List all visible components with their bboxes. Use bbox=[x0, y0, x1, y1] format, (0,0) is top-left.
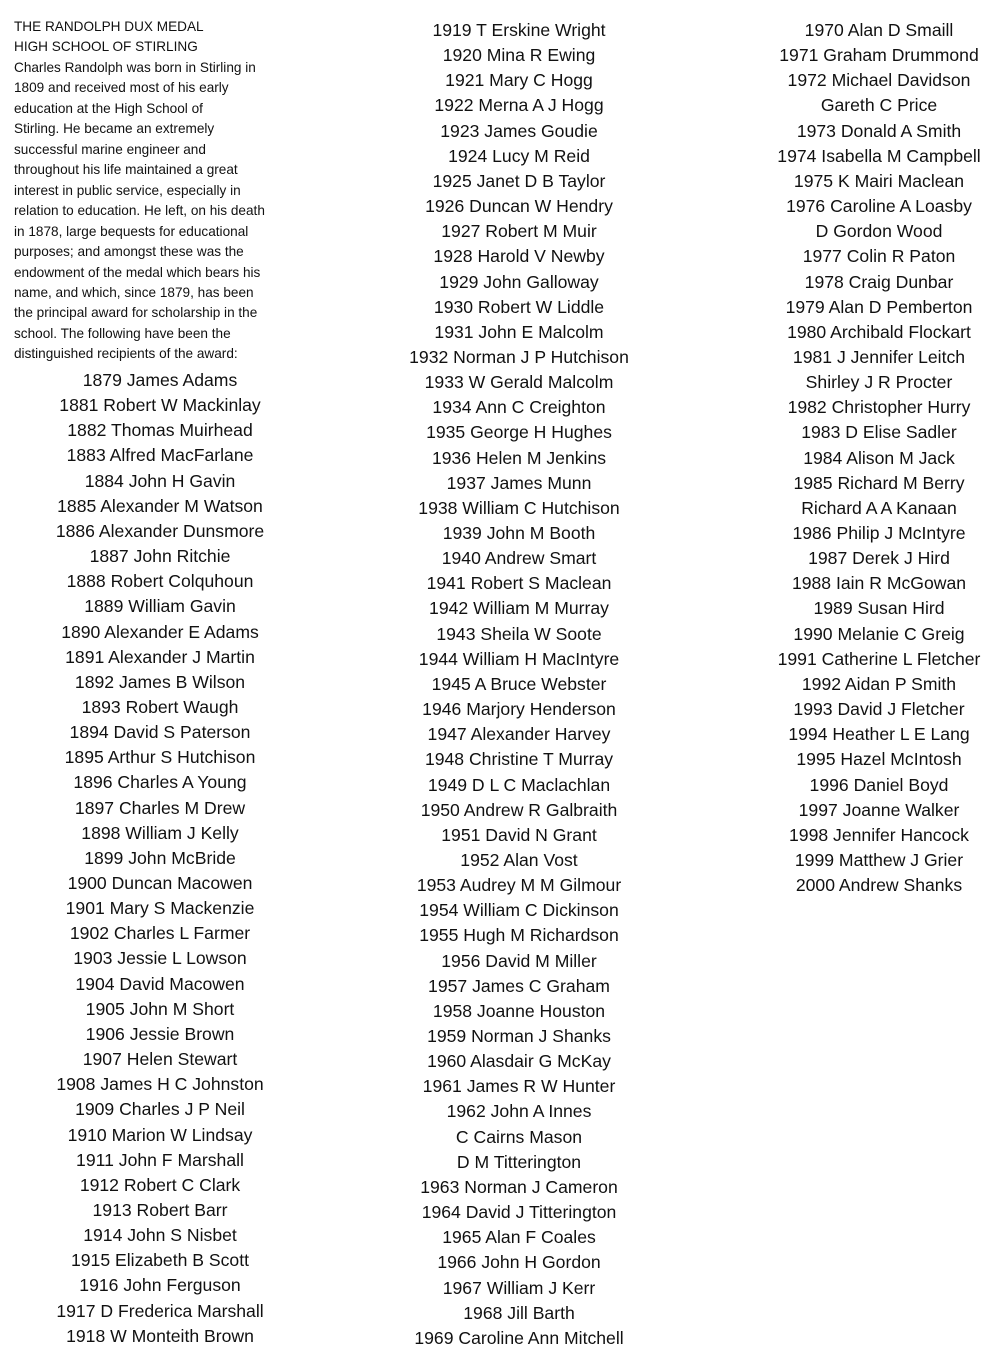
recipient-entry: 1881 Robert W Mackinlay bbox=[59, 395, 261, 416]
recipient-entry: 1891 Alexander J Martin bbox=[65, 646, 255, 667]
recipient-entry: 1940 Andrew Smart bbox=[441, 548, 597, 569]
recipient-entry: 1984 Alison M Jack bbox=[803, 447, 955, 468]
recipient-entry: Shirley J R Procter bbox=[805, 372, 953, 393]
intro-line: Stirling. He became an extremely bbox=[14, 121, 215, 137]
recipient-entry: 1905 John M Short bbox=[85, 998, 235, 1019]
recipient-entry: 1921 Mary C Hogg bbox=[445, 70, 593, 91]
recipient-entry: 1931 John E Malcolm bbox=[434, 321, 604, 342]
recipient-entry: 1901 Mary S Mackenzie bbox=[65, 898, 255, 919]
recipient-entry: 1995 Hazel McIntosh bbox=[796, 749, 962, 770]
recipient-entry: 1954 William C Dickinson bbox=[419, 900, 619, 921]
recipient-entry: 1923 James Goudie bbox=[440, 120, 598, 141]
intro-line: distinguished recipients of the award: bbox=[14, 346, 238, 362]
recipient-entry: 1987 Derek J Hird bbox=[808, 548, 950, 569]
recipient-entry: 1915 Elizabeth B Scott bbox=[70, 1250, 249, 1271]
recipient-entry: 1977 Colin R Paton bbox=[802, 246, 956, 267]
recipient-entry: D M Titterington bbox=[456, 1151, 582, 1172]
recipient-entry: 1908 James H C Johnston bbox=[56, 1074, 264, 1095]
recipient-entry: 1967 William J Kerr bbox=[442, 1277, 596, 1298]
recipient-entry: 1996 Daniel Boyd bbox=[809, 774, 949, 795]
recipient-entry: 1938 William C Hutchison bbox=[418, 497, 620, 518]
recipient-entry: 1953 Audrey M M Gilmour bbox=[416, 875, 622, 896]
recipient-entry: 1985 Richard M Berry bbox=[793, 472, 965, 493]
recipient-entry: 1963 Norman J Cameron bbox=[420, 1176, 618, 1197]
recipient-entry: 1924 Lucy M Reid bbox=[448, 145, 590, 166]
recipient-entry: 1955 Hugh M Richardson bbox=[419, 925, 619, 946]
recipient-entry: 1992 Aidan P Smith bbox=[801, 673, 957, 694]
recipient-entry: 1884 John H Gavin bbox=[84, 470, 236, 491]
recipient-entry: Gareth C Price bbox=[820, 95, 938, 116]
recipient-entry: 1966 John H Gordon bbox=[437, 1252, 601, 1273]
recipient-entry: 1941 Robert S Maclean bbox=[426, 573, 612, 594]
intro-line: in 1878, large bequests for educational bbox=[14, 223, 249, 239]
recipient-entry: 1959 Norman J Shanks bbox=[427, 1026, 611, 1046]
recipient-entry: 1897 Charles M Drew bbox=[74, 797, 246, 818]
recipient-entry: 1969 Caroline Ann Mitchell bbox=[414, 1327, 624, 1348]
intro-line: interest in public service, especially in bbox=[14, 182, 241, 198]
recipient-entry: 1980 Archibald Flockart bbox=[787, 321, 971, 342]
recipient-entry: 1926 Duncan W Hendry bbox=[425, 196, 613, 217]
recipient-entry: Richard A A Kanaan bbox=[801, 497, 957, 518]
recipient-entry: C Cairns Mason bbox=[455, 1126, 583, 1147]
recipient-entry: 1998 Jennifer Hancock bbox=[789, 824, 969, 845]
recipient-entry: 1997 Joanne Walker bbox=[798, 799, 960, 820]
recipient-entry: 1960 Alasdair G McKay bbox=[427, 1051, 611, 1072]
recipient-entry: 1919 T Erskine Wright bbox=[432, 20, 606, 40]
intro-paragraph bbox=[14, 58, 314, 365]
recipient-entry: 1925 Janet D B Taylor bbox=[432, 170, 606, 191]
recipient-entry: 1943 Sheila W Soote bbox=[436, 623, 602, 644]
recipient-entry: 1965 Alan F Coales bbox=[442, 1227, 596, 1248]
recipient-entry: 1928 Harold V Newby bbox=[433, 246, 605, 267]
recipient-entry: 1900 Duncan Macowen bbox=[67, 873, 253, 893]
recipient-entry: 1898 William J Kelly bbox=[81, 822, 239, 843]
intro-line: the principal award for scholarship in the bbox=[14, 305, 258, 321]
recipient-entry: 1950 Andrew R Galbraith bbox=[420, 799, 618, 820]
recipient-entry: 1914 John S Nisbet bbox=[83, 1225, 237, 1246]
recipient-entry: 1971 Graham Drummond bbox=[779, 45, 979, 66]
intro-line: name, and which, since 1879, has been bbox=[14, 284, 254, 300]
recipient-entry: 1933 W Gerald Malcolm bbox=[424, 372, 614, 393]
recipient-entry: 1961 James R W Hunter bbox=[422, 1076, 616, 1097]
intro-line: school. The following have been the bbox=[14, 325, 231, 341]
recipient-entry: 1937 James Munn bbox=[446, 472, 592, 493]
recipient-entry: 1974 Isabella M Campbell bbox=[777, 145, 981, 166]
intro-line: purposes; and amongst these was the bbox=[14, 244, 244, 260]
recipient-entry: 1993 David J Fletcher bbox=[793, 699, 965, 720]
recipient-entry: 1989 Susan Hird bbox=[813, 598, 945, 619]
recipient-entry: 1922 Merna A J Hogg bbox=[434, 95, 604, 116]
intro-line: throughout his life maintained a great bbox=[14, 162, 238, 178]
recipient-entry: 1982 Christopher Hurry bbox=[787, 397, 971, 418]
recipient-entry: 1946 Marjory Henderson bbox=[422, 699, 616, 720]
recipient-entry: 1939 John M Booth bbox=[442, 523, 596, 543]
recipient-entry: 1994 Heather L E Lang bbox=[788, 724, 970, 745]
recipient-entry: 1902 Charles L Farmer bbox=[69, 923, 251, 944]
recipient-entry: 1930 Robert W Liddle bbox=[433, 296, 605, 317]
recipient-entry: 1896 Charles A Young bbox=[73, 772, 247, 793]
recipient-entry: 1920 Mina R Ewing bbox=[442, 45, 596, 66]
recipient-entry: 1882 Thomas Muirhead bbox=[67, 420, 253, 441]
recipient-entry: 1973 Donald A Smith bbox=[796, 120, 962, 141]
recipient-entry: 1957 James C Graham bbox=[428, 975, 610, 996]
recipient-entry: 1947 Alexander Harvey bbox=[427, 724, 611, 745]
recipient-entry: 1932 Norman J P Hutchison bbox=[409, 346, 629, 367]
recipient-entry: 1879 James Adams bbox=[82, 370, 238, 390]
recipient-entry: 1942 William M Murray bbox=[429, 598, 609, 619]
recipient-entry: 1888 Robert Colquhoun bbox=[66, 571, 254, 592]
intro-line: Charles Randolph was born in Stirling in bbox=[14, 60, 256, 75]
recipient-entry: 1886 Alexander Dunsmore bbox=[55, 520, 265, 541]
recipient-entry: 1917 D Frederica Marshall bbox=[56, 1300, 264, 1321]
recipient-entry: 1887 John Ritchie bbox=[89, 546, 231, 567]
recipient-entry: 1972 Michael Davidson bbox=[787, 70, 971, 91]
intro-line: endowment of the medal which bears his bbox=[14, 264, 261, 280]
recipient-entry: 1949 D L C Maclachlan bbox=[427, 774, 611, 795]
document-subtitle: HIGH SCHOOL OF STIRLING bbox=[14, 39, 198, 54]
recipient-entry: 2000 Andrew Shanks bbox=[795, 875, 963, 896]
recipient-entry: 1883 Alfred MacFarlane bbox=[66, 445, 254, 466]
recipient-entry: 1885 Alexander M Watson bbox=[57, 495, 263, 516]
recipient-entry: 1890 Alexander E Adams bbox=[61, 621, 259, 642]
document-title: THE RANDOLPH DUX MEDAL bbox=[14, 19, 204, 34]
intro-line: 1809 and received most of his early bbox=[14, 80, 229, 96]
recipient-entry: 1951 David N Grant bbox=[441, 824, 597, 845]
recipient-entry: 1952 Alan Vost bbox=[460, 849, 578, 870]
recipient-entry: 1991 Catherine L Fletcher bbox=[777, 648, 981, 669]
recipient-entry: D Gordon Wood bbox=[815, 221, 943, 242]
recipient-entry: 1918 W Monteith Brown bbox=[66, 1325, 254, 1346]
recipient-entry: 1990 Melanie C Greig bbox=[793, 623, 965, 644]
recipient-entry: 1912 Robert C Clark bbox=[79, 1174, 241, 1195]
recipient-entry: 1935 George H Hughes bbox=[426, 422, 612, 443]
recipient-entry: 1981 J Jennifer Leitch bbox=[792, 346, 966, 367]
recipient-entry: 1945 A Bruce Webster bbox=[431, 673, 607, 694]
recipient-entry: 1979 Alan D Pemberton bbox=[785, 296, 973, 317]
recipient-entry: 1927 Robert M Muir bbox=[441, 221, 597, 242]
recipient-entry: 1909 Charles J P Neil bbox=[75, 1099, 245, 1120]
recipient-entry: 1906 Jessie Brown bbox=[85, 1023, 235, 1044]
intro-line: relation to education. He left, on his death bbox=[14, 203, 265, 219]
recipient-entry: 1895 Arthur S Hutchison bbox=[64, 747, 256, 768]
recipient-entry: 1903 Jessie L Lowson bbox=[73, 948, 247, 969]
intro-line: education at the High School of bbox=[14, 100, 203, 116]
recipient-entry: 1899 John McBride bbox=[84, 847, 236, 868]
recipient-entry: 1975 K Mairi Maclean bbox=[793, 170, 965, 191]
recipient-entry: 1929 John Galloway bbox=[439, 271, 599, 292]
intro-line: successful marine engineer and bbox=[14, 141, 206, 157]
recipient-entry: 1904 David Macowen bbox=[75, 973, 245, 994]
recipient-entry: 1978 Craig Dunbar bbox=[804, 271, 954, 292]
recipient-entry: 1936 Helen M Jenkins bbox=[431, 447, 607, 468]
recipient-entry: 1970 Alan D Smaill bbox=[804, 20, 954, 40]
recipient-entry: 1913 Robert Barr bbox=[92, 1199, 228, 1220]
recipient-entry: 1968 Jill Barth bbox=[463, 1302, 575, 1323]
recipient-entry: 1958 Joanne Houston bbox=[432, 1000, 606, 1021]
recipient-entry: 1889 William Gavin bbox=[84, 596, 236, 617]
recipient-entry: 1894 David S Paterson bbox=[69, 722, 251, 743]
recipient-entry: 1944 William H MacIntyre bbox=[418, 648, 620, 669]
recipient-entry: 1962 John A Innes bbox=[446, 1101, 592, 1122]
recipient-entry: 1986 Philip J McIntyre bbox=[792, 523, 966, 543]
recipient-entry: 1956 David M Miller bbox=[441, 950, 597, 971]
recipient-entry: 1916 John Ferguson bbox=[79, 1275, 241, 1296]
recipient-entry: 1964 David J Titterington bbox=[421, 1202, 617, 1223]
recipient-entry: 1988 Iain R McGowan bbox=[791, 573, 967, 594]
recipient-entry: 1893 Robert Waugh bbox=[81, 696, 239, 717]
recipient-entry: 1934 Ann C Creighton bbox=[432, 397, 606, 418]
recipient-entry: 1983 D Elise Sadler bbox=[801, 422, 957, 443]
recipient-entry: 1948 Christine T Murray bbox=[424, 749, 614, 770]
recipient-entry: 1976 Caroline A Loasby bbox=[786, 196, 972, 217]
recipient-entry: 1892 James B Wilson bbox=[74, 671, 246, 692]
recipient-entry: 1911 John F Marshall bbox=[76, 1149, 244, 1170]
recipient-entry: 1999 Matthew J Grier bbox=[794, 849, 964, 870]
recipient-entry: 1907 Helen Stewart bbox=[82, 1049, 238, 1070]
recipient-entry: 1910 Marion W Lindsay bbox=[67, 1124, 253, 1145]
